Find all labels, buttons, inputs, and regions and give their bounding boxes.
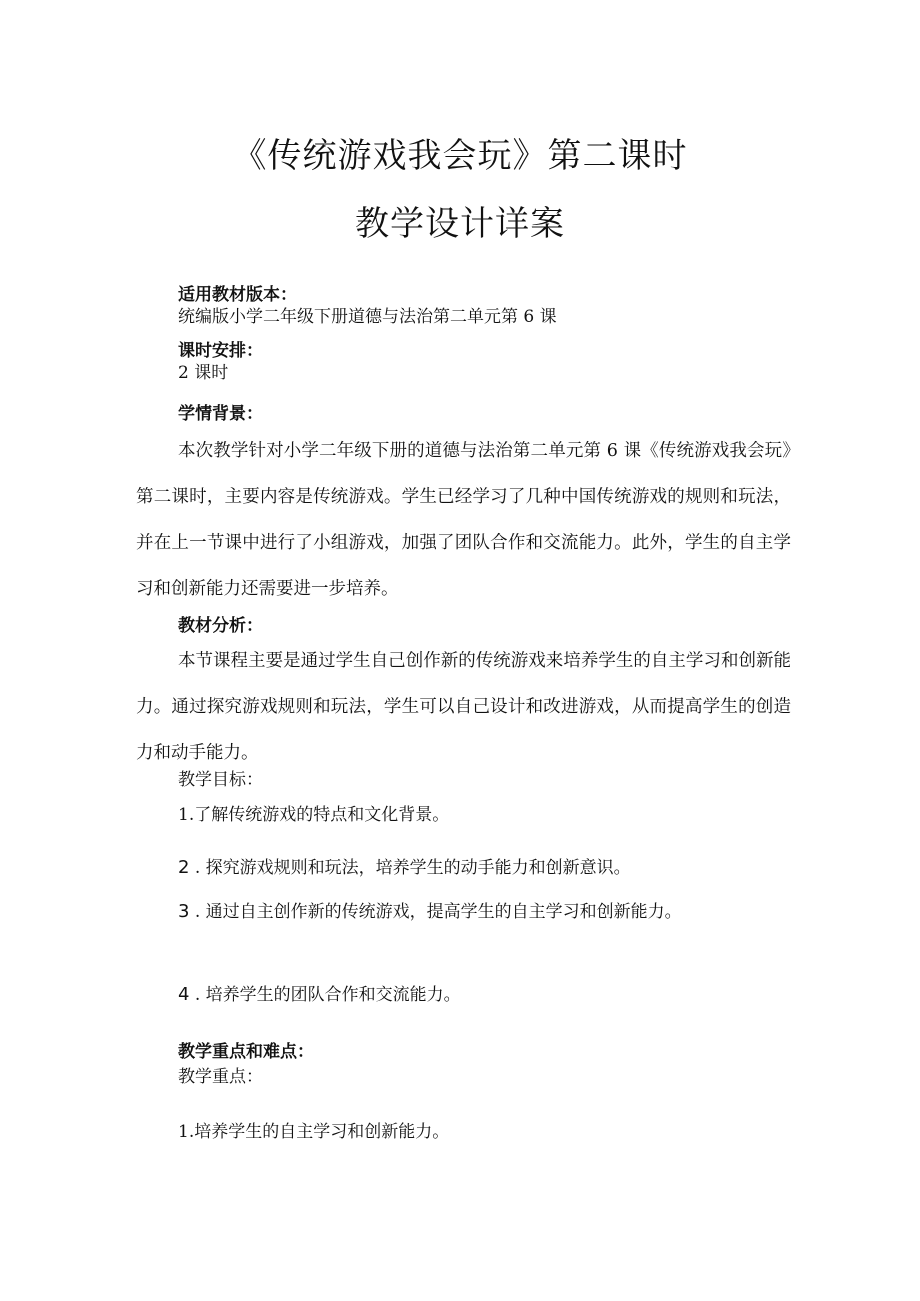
key-item-1 xyxy=(178,1117,449,1142)
goal-text: . 通过自主创作新的传统游戏，提高学生的自主学习和创新能力。 xyxy=(194,902,682,922)
background-paragraph: 本次教学针对小学二年级下册的道德与法治第二单元第 6 课《传统游戏我会玩》第二课时，主要内容是传统游戏。学生已经学习了几种中国传统游戏的规则和玩法，并在上一节课中进行了小组游戏，加强了团队合作和交流能力。此外，学生的自主学习和创新能力还需要进一步培养。 xyxy=(136,441,791,599)
textbook-value: 统编版小学二年级下册道德与法治第二单元第 6 课 xyxy=(178,307,557,327)
goal-item-4 xyxy=(178,980,461,1005)
goals-label: 教学目标： xyxy=(178,770,263,790)
goal-item-2 xyxy=(178,853,631,878)
textbook-label: 适用教材版本： xyxy=(178,285,297,305)
goal-number: 4 xyxy=(178,984,190,1005)
document-title: 《传统游戏我会玩》第二课时 xyxy=(232,136,688,176)
keypoints-label: 教学重点和难点： xyxy=(178,1042,314,1062)
key-text: 培养学生的自主学习和创新能力。 xyxy=(194,1122,450,1142)
goal-number: 2 xyxy=(178,857,190,878)
goal-text: 了解传统游戏的特点和文化背景。 xyxy=(194,805,450,825)
goal-item-1 xyxy=(178,800,449,825)
document-subtitle: 教学设计详案 xyxy=(355,204,565,244)
key-label: 教学重点： xyxy=(178,1067,263,1087)
schedule-label: 课时安排： xyxy=(178,341,263,361)
background-label: 学情背景： xyxy=(178,404,263,424)
goal-text: . 培养学生的团队合作和交流能力。 xyxy=(194,985,461,1005)
analysis-label: 教材分析： xyxy=(178,616,263,636)
analysis-paragraph: 本节课程主要是通过学生自己创作新的传统游戏来培养学生的自主学习和创新能力。通过探究游戏规则和玩法，学生可以自己设计和改进游戏，从而提高学生的创造力和动手能力。 xyxy=(136,651,791,763)
key-number: 1. xyxy=(178,1122,195,1142)
goal-number: 3 xyxy=(178,901,190,922)
goal-item-3 xyxy=(178,897,682,922)
goal-text: . 探究游戏规则和玩法，培养学生的动手能力和创新意识。 xyxy=(194,858,631,878)
goal-number: 1. xyxy=(178,805,195,825)
schedule-value: 2 课时 xyxy=(178,363,229,383)
